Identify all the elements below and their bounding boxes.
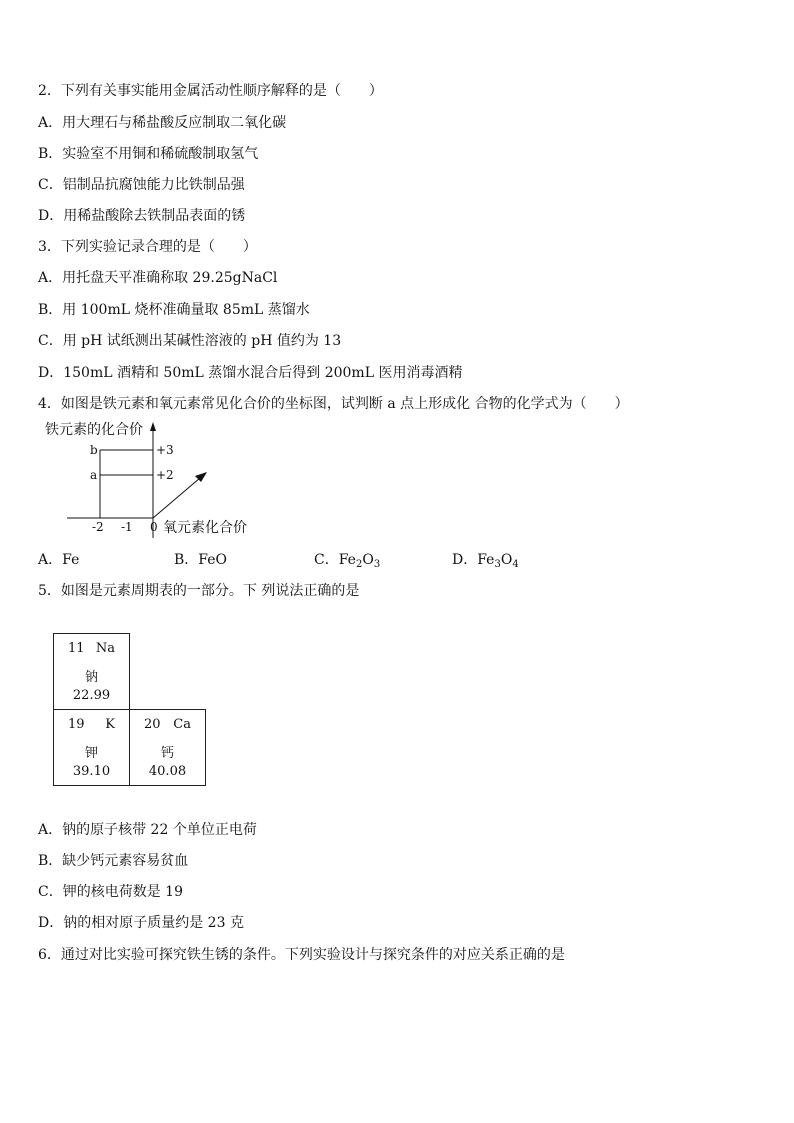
- x-tick-minus1: -1: [121, 520, 133, 534]
- element-mass: 39.10: [72, 764, 111, 779]
- question-4-option-c: C．$Fe_2O_3$: [314, 552, 381, 570]
- question-5-stem: 5．如图是元素周期表的一部分。下 列说法正确的是: [38, 583, 360, 599]
- value-label-plus2: +2: [156, 468, 174, 482]
- element-cell-k: [53, 709, 130, 786]
- question-5-option-b: B．缺少钙元素容易贫血: [38, 853, 189, 869]
- question-5-option-d: D．钠的相对原子质量约是 23 克: [38, 915, 244, 931]
- question-4-option-d: D．$Fe_3O_4$: [452, 552, 519, 570]
- question-3-option-a: A．用托盘天平准确称取 29.25gNaCl: [38, 270, 278, 286]
- element-symbol: Na: [95, 641, 115, 656]
- question-4-stem: 4．如图是铁元素和氧元素常见化合价的坐标图，试判断 a 点上形成化 合物的化学式为（ ）: [38, 396, 629, 412]
- element-name: 钙: [160, 746, 174, 761]
- question-4-option-a: A．Fe: [38, 552, 80, 568]
- diagonal-arrow-line: [153, 478, 200, 518]
- question-2-option-a: A．用大理石与稀盐酸反应制取二氧化碳: [38, 115, 287, 131]
- element-mass: 22.99: [72, 688, 111, 703]
- element-number: 20: [144, 717, 161, 732]
- element-cell-ca: [129, 709, 206, 786]
- question-4-option-b: B．FeO: [174, 552, 228, 568]
- element-cell-na: [53, 633, 130, 710]
- element-number: 11: [68, 641, 85, 656]
- question-5-option-c: C．钾的核电荷数是 19: [38, 884, 183, 900]
- question-5-option-a: A．钠的原子核带 22 个单位正电荷: [38, 822, 257, 838]
- chart-xlabel: 氧元素化合价: [163, 520, 247, 536]
- y-axis-arrowhead: [150, 422, 156, 431]
- x-tick-0: 0: [150, 520, 158, 534]
- value-label-plus3: +3: [156, 443, 174, 457]
- question-3-option-d: D．150mL 酒精和 50mL 蒸馏水混合后得到 200mL 医用消毒酒精: [38, 365, 463, 381]
- x-tick-minus2: -2: [92, 520, 104, 534]
- question-3-stem: 3．下列实验记录合理的是（ ）: [38, 239, 257, 255]
- question-6-stem: 6．通过对比实验可探究铁生锈的条件。下列实验设计与探究条件的对应关系正确的是: [38, 947, 565, 963]
- point-label-a: a: [90, 468, 98, 482]
- element-symbol: K: [105, 717, 115, 732]
- question-2-option-b: B．实验室不用铜和稀硫酸制取氢气: [38, 146, 259, 162]
- question-2-option-d: D．用稀盐酸除去铁制品表面的锈: [38, 208, 246, 224]
- valence-coordinate-chart: [40, 420, 260, 542]
- chart-ylabel: 铁元素的化合价: [45, 422, 143, 438]
- point-label-b: b: [90, 443, 98, 457]
- question-3-option-c: C．用 pH 试纸测出某碱性溶液的 pH 值约为 13: [38, 333, 342, 349]
- element-name: 钾: [84, 746, 98, 761]
- question-2-option-c: C．铝制品抗腐蚀能力比铁制品强: [38, 177, 245, 193]
- element-symbol: Ca: [173, 717, 191, 732]
- element-number: 19: [68, 717, 85, 732]
- question-3-option-b: B．用 100mL 烧杯准确量取 85mL 蒸馏水: [38, 302, 310, 318]
- element-name: 钠: [84, 670, 98, 685]
- question-2-stem: 2．下列有关事实能用金属活动性顺序解释的是（ ）: [38, 83, 383, 99]
- element-mass: 40.08: [148, 764, 187, 779]
